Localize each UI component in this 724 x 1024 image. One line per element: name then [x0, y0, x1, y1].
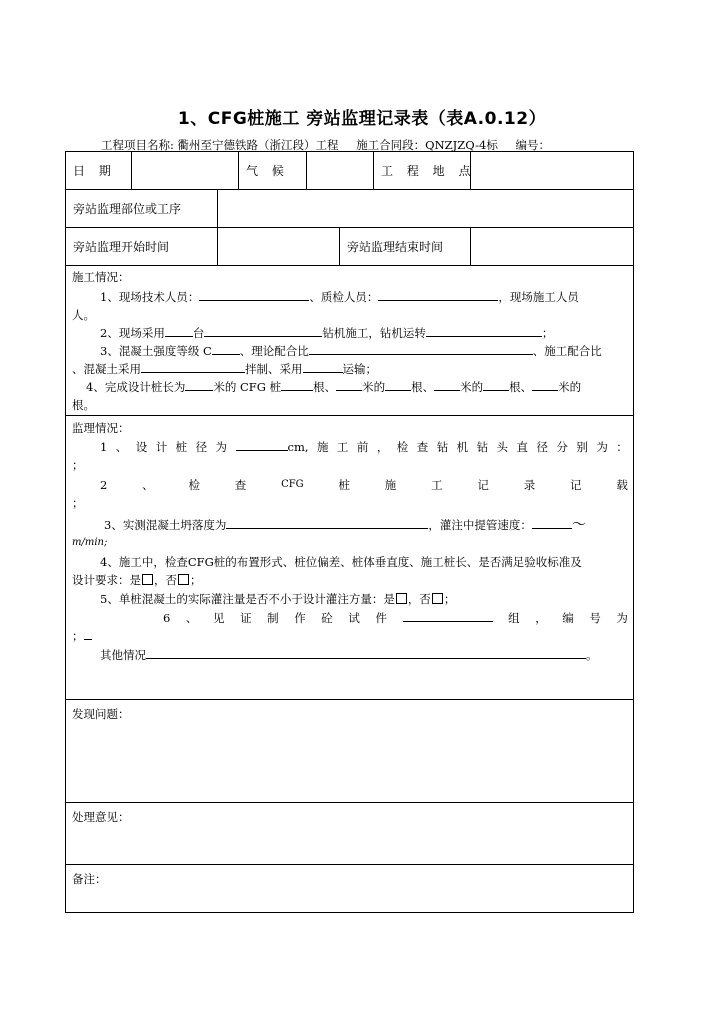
project-name: 工程项目名称: 衢州至宁德铁路（浙江段）工程	[101, 138, 339, 152]
pile-count-blank-3[interactable]	[483, 378, 509, 391]
row-supervised-part	[66, 190, 633, 228]
pile-length-blank-3[interactable]	[434, 378, 460, 391]
construction-line-3: 3、混凝土强度等级 C 、理论配合比 、施工配合比	[100, 344, 602, 358]
weather-label: 气 候	[239, 152, 307, 189]
location-label: 工 程 地 点	[374, 152, 471, 189]
design-yes-checkbox[interactable]	[142, 574, 153, 585]
end-time-field[interactable]	[471, 228, 633, 265]
form-number: 编号：	[515, 138, 550, 152]
pile-diameter-blank[interactable]	[236, 438, 288, 451]
concrete-grade-blank[interactable]	[212, 342, 240, 355]
supervision-heading: 监理情况：	[72, 421, 130, 435]
construction-line-4-end: 根。	[72, 398, 95, 412]
qc-staff-blank[interactable]	[378, 288, 498, 301]
supervised-part-field[interactable]	[218, 190, 633, 227]
mixing-method-blank[interactable]	[141, 360, 245, 373]
pile-length-blank-2[interactable]	[336, 378, 362, 391]
construction-line-1: 1、现场技术人员： 、质检人员： ，现场施工人员	[100, 290, 579, 304]
rig-count-blank[interactable]	[165, 324, 193, 337]
date-label: 日 期	[66, 152, 132, 189]
issues-section[interactable]	[66, 700, 633, 803]
construction-line-1-end: 人。	[72, 308, 95, 322]
rig-type-blank[interactable]	[204, 324, 322, 337]
location-field[interactable]	[471, 152, 633, 189]
slump-blank[interactable]	[226, 516, 428, 529]
row-date-weather-location	[66, 152, 633, 190]
record-form	[65, 151, 634, 913]
other-situation-line: 其他情况 。	[100, 648, 598, 662]
supervision-line-1-end: ；	[72, 458, 84, 472]
construction-section	[66, 266, 633, 416]
pile-count-blank-2[interactable]	[385, 378, 411, 391]
remarks-label: 备注：	[72, 872, 107, 886]
pile-length-blank-1[interactable]	[185, 378, 213, 391]
pull-speed-blank[interactable]	[532, 516, 572, 529]
supervision-line-6-end: ；	[72, 627, 639, 645]
other-situation-blank[interactable]	[146, 646, 586, 659]
form-title: 1、CFG桩施工 旁站监理记录表（表A.0.12）	[177, 109, 547, 129]
construction-line-4: 4、完成设计桩长为 米的 CFG 桩 根、 米的 根、 米的 根、 米的	[86, 380, 582, 394]
design-no-checkbox[interactable]	[178, 574, 189, 585]
end-time-label: 旁站监理结束时间	[340, 228, 471, 265]
rig-operation-blank[interactable]	[426, 324, 542, 337]
supervision-line-4: 4、施工中，检查CFG桩的布置形式、桩位偏差、桩体垂直度、施工桩长、是否满足验收标准及	[100, 555, 582, 569]
weather-field[interactable]	[307, 152, 374, 189]
construction-line-3b: 、混凝土采用 拌制、采用 运输；	[72, 362, 377, 376]
specimen-count-blank[interactable]	[403, 609, 493, 622]
opinion-label: 处理意见：	[72, 810, 130, 824]
opinion-section[interactable]	[66, 803, 633, 865]
pile-count-blank-1[interactable]	[281, 378, 313, 391]
supervision-line-1: 1 、 设 计 桩 径 为 cm, 施 工 前 ， 检 查 钻 机 钻 头 直 径 分 别 为 ：	[100, 440, 628, 454]
supervision-line-3: 3、实测混凝土坍落度为 ，灌注中提管速度： ～	[104, 517, 586, 533]
supervision-line-2-end: ；	[72, 496, 84, 510]
row-start-end-time	[66, 228, 633, 266]
start-time-field[interactable]	[218, 228, 340, 265]
supervised-part-label: 旁站监理部位或工序	[66, 190, 218, 227]
speed-unit: m/min;	[72, 537, 108, 548]
contract-section: 施工合同段：QNZJZQ-4标	[356, 138, 498, 152]
date-field[interactable]	[132, 152, 239, 189]
specimen-number-blank[interactable]	[84, 627, 92, 640]
transport-method-blank[interactable]	[303, 360, 343, 373]
construction-heading: 施工情况：	[72, 270, 130, 284]
tech-staff-blank[interactable]	[199, 288, 309, 301]
remarks-section[interactable]	[66, 865, 633, 912]
theory-mix-blank[interactable]	[309, 342, 533, 355]
start-time-label: 旁站监理开始时间	[66, 228, 218, 265]
volume-yes-checkbox[interactable]	[396, 593, 407, 604]
supervision-line-6: 6 、 见 证 制 作 砼 试 件 组 ， 编 号 为	[163, 611, 628, 625]
volume-no-checkbox[interactable]	[432, 593, 443, 604]
supervision-line-4b: 设计要求：是 ，否 ；	[72, 573, 202, 587]
construction-line-2: 2、现场采用 台 钻机施工，钻机运转 ；	[100, 326, 554, 340]
supervision-section	[66, 416, 633, 700]
supervision-line-5: 5、单桩混凝土的实际灌注量是否不小于设计灌注方量：是 ，否 ；	[100, 592, 456, 606]
pile-length-blank-4[interactable]	[532, 378, 558, 391]
supervision-line-2: 2 、 检 查 CFG 桩 施 工 记 录 记 载	[100, 478, 628, 492]
issues-label: 发现问题：	[72, 707, 130, 721]
